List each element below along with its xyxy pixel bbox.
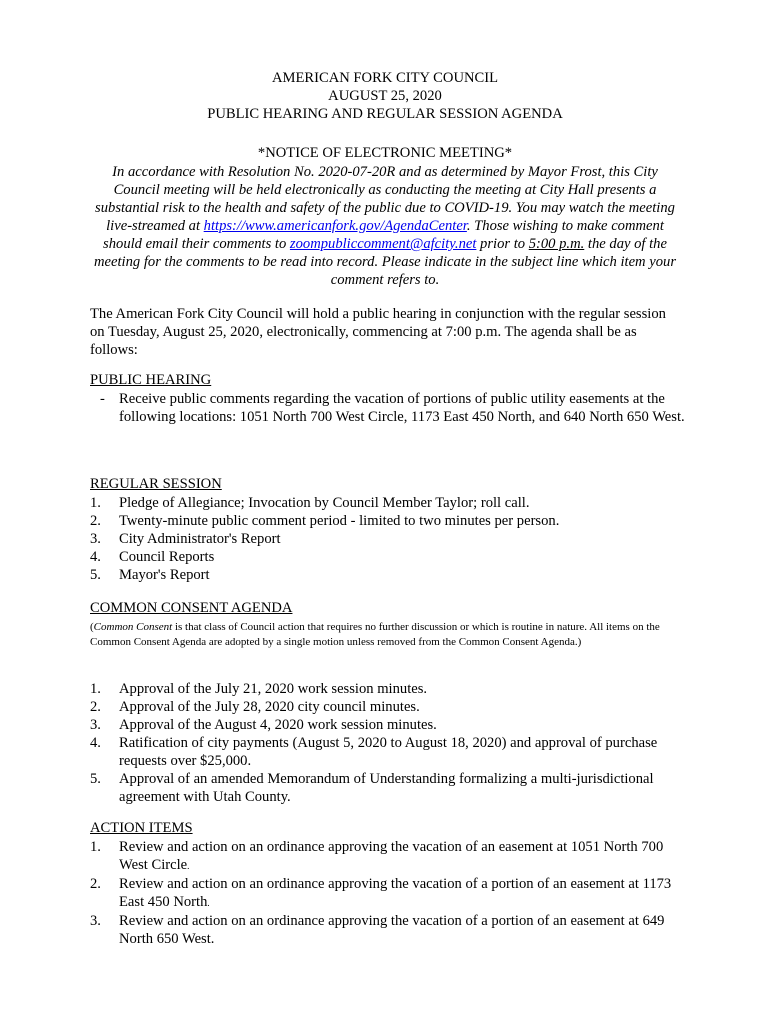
item-number: 3.	[90, 913, 101, 929]
item-number: 1.	[90, 681, 101, 697]
list-item	[90, 912, 690, 949]
item-number: 2.	[90, 513, 101, 529]
list-item	[90, 512, 690, 530]
item-number: 5.	[90, 771, 101, 787]
list-item	[90, 698, 690, 716]
consent-agenda-list	[90, 680, 690, 806]
list-item	[90, 770, 690, 806]
notice-text-1: In accordance with Resolution No. 2020-07-20R and as determined by Mayor Frost, this City Council meeting will be held electronically as conducting the meeting at City Hall presents a substantial risk to the health and safety of the public due to COVID-19. You may watch the meeting live-streamed at	[95, 164, 675, 234]
notice-title: *NOTICE OF ELECTRONIC MEETING*	[257, 145, 513, 161]
note-open-paren: (	[90, 621, 94, 633]
consent-agenda-note	[90, 620, 670, 650]
action-items-title: ACTION ITEMS	[90, 820, 193, 836]
public-hearing-item-text: Receive public comments regarding the vacation of portions of public utility easements at the following locations: 1051 North 700 West Circle, 1173 East 450 North, and 640 North 650 West.	[119, 391, 685, 425]
notice-text-2: . Those wishing to make comment should email their comments to	[103, 218, 664, 252]
regular-session-list	[90, 494, 690, 584]
note-term: Common Consent	[93, 621, 173, 633]
item-text: Pledge of Allegiance; Invocation by Council Member Taylor; roll call.	[119, 495, 530, 511]
consent-agenda-section	[90, 600, 690, 650]
item-number: 3.	[90, 531, 101, 547]
agenda-center-link[interactable]: https://www.americanfork.gov/AgendaCenter	[203, 218, 467, 234]
item-number: 2.	[90, 699, 101, 715]
list-item	[90, 838, 690, 875]
item-text: Review and action on an ordinance approving the vacation of an easement at 1051 North 700 West Circle	[119, 839, 664, 873]
electronic-meeting-notice	[88, 145, 682, 289]
regular-session-title: REGULAR SESSION	[90, 476, 222, 492]
list-item	[90, 734, 690, 770]
notice-text-4: the day of the meeting for the comments to be read into record. Please indicate in the subject line which item your comment refers to.	[94, 236, 676, 288]
consent-agenda-title: COMMON CONSENT AGENDA	[90, 600, 293, 616]
item-text: Council Reports	[119, 549, 215, 565]
item-number: 4.	[90, 549, 101, 565]
item-text: Approval of the August 4, 2020 work session minutes.	[119, 717, 437, 733]
item-text: City Administrator's Report	[119, 531, 281, 547]
item-number: 5.	[90, 567, 101, 583]
item-suffix: .	[187, 861, 190, 871]
item-text: Approval of the July 21, 2020 work session minutes.	[119, 681, 428, 697]
list-item	[90, 530, 690, 548]
intro-paragraph: The American Fork City Council will hold a public hearing in conjunction with the regular session on Tuesday, August 25, 2020, electronically, commencing at 7:00 p.m. The agenda shall be as follows:	[90, 306, 666, 358]
item-suffix: .	[207, 898, 210, 908]
comment-deadline: 5:00 p.m.	[528, 236, 585, 252]
item-text: Approval of the July 28, 2020 city council minutes.	[119, 699, 420, 715]
notice-body	[88, 163, 682, 289]
item-text: Review and action on an ordinance approving the vacation of a portion of an easement at 649 North 650 West.	[119, 913, 665, 947]
dash-marker: -	[100, 391, 105, 407]
consent-agenda-items	[90, 680, 690, 806]
regular-session-section	[90, 476, 690, 584]
item-text: Twenty-minute public comment period - limited to two minutes per person.	[119, 513, 560, 529]
list-item	[90, 566, 690, 584]
item-text: Ratification of city payments (August 5, 2020 to August 18, 2020) and approval of purchase requests over $25,000.	[119, 735, 658, 769]
item-number: 3.	[90, 717, 101, 733]
public-hearing-section	[90, 372, 690, 426]
agenda-header	[0, 70, 770, 124]
notice-text-3: prior to	[476, 236, 529, 252]
action-items-section	[90, 820, 690, 949]
agenda-title: PUBLIC HEARING AND REGULAR SESSION AGENDA	[207, 106, 563, 122]
public-hearing-item	[90, 390, 690, 426]
list-item	[90, 494, 690, 512]
item-number: 1.	[90, 839, 101, 855]
comment-email-link[interactable]: zoompubliccomment@afcity.net	[289, 236, 477, 252]
item-number: 4.	[90, 735, 101, 751]
item-text: Review and action on an ordinance approving the vacation of a portion of an easement at 1173 East 450 North	[119, 876, 672, 910]
note-text: is that class of Council action that requires no further discussion or which is routine in nature. All items on the Common Consent Agenda are adopted by a single motion unless removed from the Common Consent Agenda.)	[90, 621, 660, 648]
item-text: Approval of an amended Memorandum of Understanding formalizing a multi-jurisdictional agreement with Utah County.	[119, 771, 654, 805]
action-items-list	[90, 838, 690, 949]
council-name: AMERICAN FORK CITY COUNCIL	[271, 70, 499, 86]
item-number: 1.	[90, 495, 101, 511]
list-item	[90, 716, 690, 734]
item-number: 2.	[90, 876, 101, 892]
meeting-date: AUGUST 25, 2020	[328, 88, 442, 104]
item-text: Mayor's Report	[119, 567, 210, 583]
public-hearing-title: PUBLIC HEARING	[90, 372, 212, 388]
list-item	[90, 875, 690, 912]
list-item	[90, 548, 690, 566]
list-item	[90, 680, 690, 698]
